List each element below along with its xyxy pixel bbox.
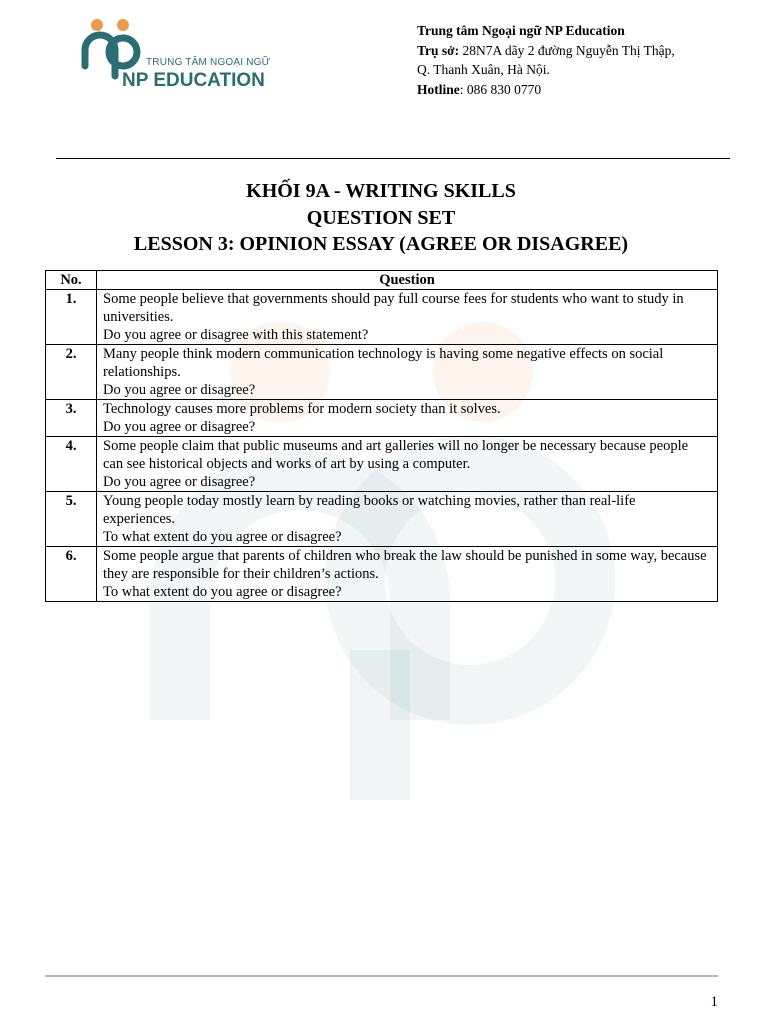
- page-number: 1: [710, 994, 718, 1010]
- question-number: 6.: [46, 547, 97, 602]
- question-number: 5.: [46, 492, 97, 547]
- question-text: [97, 547, 718, 602]
- question-line: Do you agree or disagree?: [103, 382, 256, 398]
- question-text: [97, 290, 718, 345]
- question-table: [45, 270, 718, 602]
- question-number: 1.: [46, 290, 97, 345]
- question-line: Do you agree or disagree?: [103, 474, 256, 490]
- question-line: Some people claim that public museums and art galleries will no longer be necessary because people can see historical objects and works of art by using a computer.: [103, 438, 689, 472]
- org-name: [417, 21, 675, 41]
- title-question-set: QUESTION SET: [306, 206, 456, 229]
- office-label: Trụ sở:: [417, 42, 460, 58]
- org-name-text: Trung tâm Ngoại ngữ NP Education: [417, 23, 625, 38]
- hotline-label: Hotline: [417, 81, 460, 97]
- table-row: [46, 400, 718, 437]
- question-text: [97, 400, 718, 437]
- table-body: [46, 290, 718, 602]
- table-row: [46, 345, 718, 400]
- header-no: No.: [46, 271, 97, 290]
- question-line: Many people think modern communication technology is having some negative effects on social relationships.: [103, 346, 664, 380]
- table-row: [46, 547, 718, 602]
- question-line: To what extent do you agree or disagree?: [103, 529, 342, 545]
- question-line: Technology causes more problems for modern society than it solves.: [103, 401, 501, 417]
- question-line: Some people argue that parents of children who break the law should be punished in some way, because they are responsible for their children’s actions.: [103, 548, 707, 582]
- office-address-text: 28N7A dãy 2 đường Nguyễn Thị Thập,: [459, 42, 675, 58]
- table-row: [46, 492, 718, 547]
- header-question: Question: [97, 271, 718, 290]
- table-row: [46, 437, 718, 492]
- table-header-row: [46, 271, 718, 290]
- question-text: [97, 437, 718, 492]
- title-lesson: LESSON 3: OPINION ESSAY (AGREE OR DISAGREE): [133, 233, 629, 255]
- contact-block: [417, 21, 675, 99]
- question-line: Some people believe that governments should pay full course fees for students who want to study in universities.: [103, 291, 684, 325]
- table-row: [46, 290, 718, 345]
- question-line: Do you agree or disagree with this statement?: [103, 327, 369, 343]
- hotline-value: : 086 830 0770: [459, 81, 542, 97]
- question-line: To what extent do you agree or disagree?: [103, 584, 342, 600]
- title-grade: KHỐI 9A - WRITING SKILLS: [246, 180, 516, 202]
- hotline: [417, 80, 675, 100]
- question-line: Do you agree or disagree?: [103, 419, 256, 435]
- office-address-line2: Q. Thanh Xuân, Hà Nội.: [417, 62, 550, 77]
- question-line: Young people today mostly learn by reading books or watching movies, rather than real-life experiences.: [103, 493, 636, 527]
- question-number: 3.: [46, 400, 97, 437]
- footer-divider: [45, 975, 718, 977]
- logo-title: NP EDUCATION: [122, 70, 265, 91]
- document-titles: [0, 178, 768, 258]
- question-number: 2.: [46, 345, 97, 400]
- header-divider: [56, 158, 730, 159]
- logo-subtitle: TRUNG TÂM NGOẠI NGỮ: [146, 57, 271, 68]
- question-text: [97, 345, 718, 400]
- question-number: 4.: [46, 437, 97, 492]
- office-address-line1: [417, 41, 675, 61]
- question-text: [97, 492, 718, 547]
